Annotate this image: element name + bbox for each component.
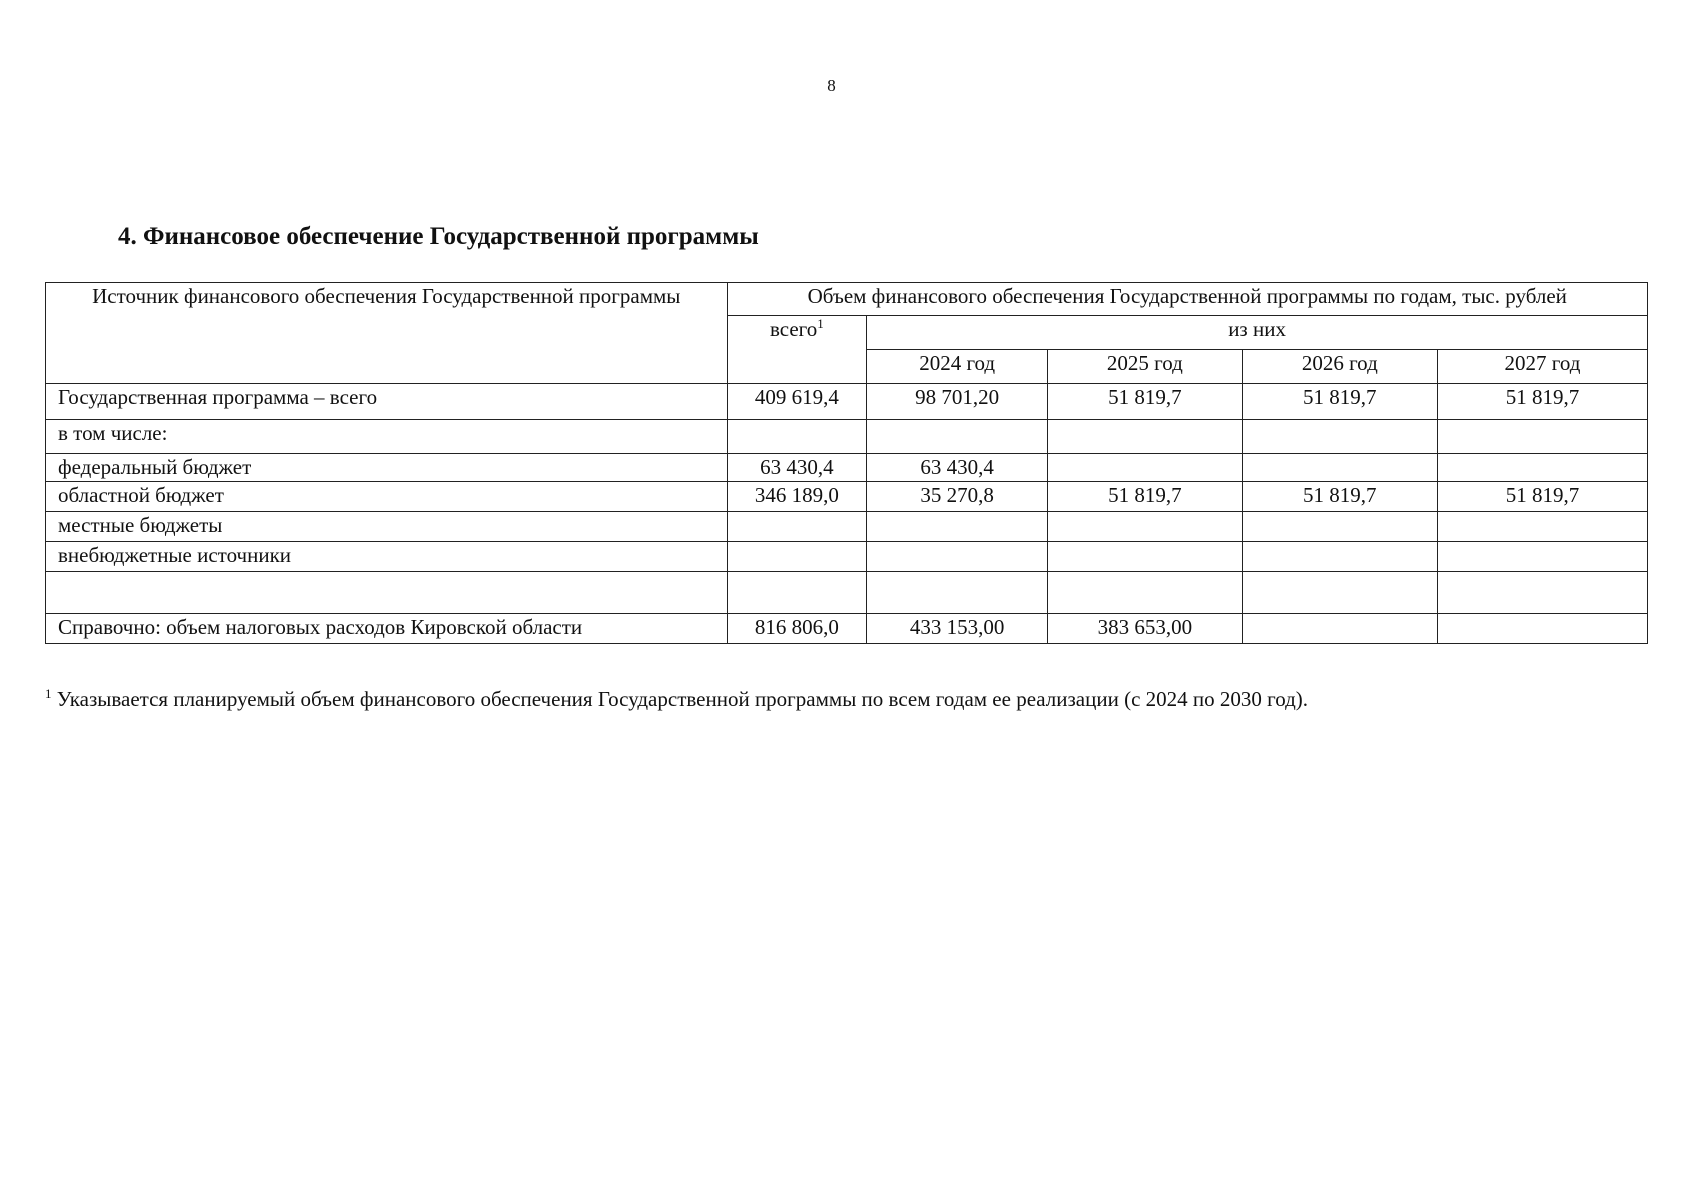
table-row bbox=[46, 420, 1648, 454]
cell-2024 bbox=[867, 420, 1048, 454]
cell-total bbox=[727, 572, 867, 614]
cell-2024 bbox=[867, 542, 1048, 572]
cell-2024 bbox=[867, 512, 1048, 542]
cell-2025 bbox=[1048, 512, 1242, 542]
cell-2027 bbox=[1438, 420, 1648, 454]
row-label: областной бюджет bbox=[46, 482, 728, 512]
header-year-2027: 2027 год bbox=[1438, 350, 1648, 384]
cell-2027 bbox=[1438, 572, 1648, 614]
cell-2024 bbox=[867, 572, 1048, 614]
table-row bbox=[46, 542, 1648, 572]
cell-2025: 51 819,7 bbox=[1048, 384, 1242, 420]
table-row bbox=[46, 614, 1648, 644]
cell-2025 bbox=[1048, 420, 1242, 454]
row-label: внебюджетные источники bbox=[46, 542, 728, 572]
footnote bbox=[45, 686, 1645, 712]
header-total-footnote-mark: 1 bbox=[817, 316, 824, 331]
cell-2025 bbox=[1048, 542, 1242, 572]
header-of-which: из них bbox=[867, 316, 1648, 350]
section-title: 4. Финансовое обеспечение Государственной программы bbox=[118, 223, 759, 250]
cell-total: 816 806,0 bbox=[727, 614, 867, 644]
cell-total: 346 189,0 bbox=[727, 482, 867, 512]
table-row bbox=[46, 384, 1648, 420]
cell-2025: 383 653,00 bbox=[1048, 614, 1242, 644]
row-label: федеральный бюджет bbox=[46, 454, 728, 482]
cell-2025 bbox=[1048, 454, 1242, 482]
header-total bbox=[727, 316, 867, 384]
cell-2025 bbox=[1048, 572, 1242, 614]
cell-2027 bbox=[1438, 542, 1648, 572]
cell-2027: 51 819,7 bbox=[1438, 482, 1648, 512]
footnote-text: Указывается планируемый объем финансового обеспечения Государственной программы по всем годам ее реализации (с 2024 по 2030 год). bbox=[51, 687, 1309, 711]
cell-2026 bbox=[1242, 572, 1437, 614]
cell-2026 bbox=[1242, 542, 1437, 572]
row-label: местные бюджеты bbox=[46, 512, 728, 542]
row-label: Государственная программа – всего bbox=[46, 384, 728, 420]
header-volume: Объем финансового обеспечения Государственной программы по годам, тыс. рублей bbox=[727, 283, 1647, 316]
cell-total: 409 619,4 bbox=[727, 384, 867, 420]
cell-2024: 98 701,20 bbox=[867, 384, 1048, 420]
cell-total bbox=[727, 542, 867, 572]
cell-2027 bbox=[1438, 454, 1648, 482]
cell-2027 bbox=[1438, 512, 1648, 542]
cell-2026: 51 819,7 bbox=[1242, 384, 1437, 420]
table-row bbox=[46, 512, 1648, 542]
table-row bbox=[46, 454, 1648, 482]
header-year-2026: 2026 год bbox=[1242, 350, 1437, 384]
cell-2024: 35 270,8 bbox=[867, 482, 1048, 512]
table-row bbox=[46, 482, 1648, 512]
header-total-label: всего bbox=[769, 317, 818, 341]
cell-total bbox=[727, 512, 867, 542]
cell-2027 bbox=[1438, 614, 1648, 644]
cell-2026 bbox=[1242, 420, 1437, 454]
row-label: Справочно: объем налоговых расходов Кировской области bbox=[46, 614, 728, 644]
cell-2026 bbox=[1242, 454, 1437, 482]
cell-2026 bbox=[1242, 512, 1437, 542]
cell-2024: 433 153,00 bbox=[867, 614, 1048, 644]
header-row-group bbox=[46, 283, 1648, 316]
cell-2026: 51 819,7 bbox=[1242, 482, 1437, 512]
cell-2024: 63 430,4 bbox=[867, 454, 1048, 482]
header-year-2024: 2024 год bbox=[867, 350, 1048, 384]
cell-total: 63 430,4 bbox=[727, 454, 867, 482]
cell-total bbox=[727, 420, 867, 454]
header-year-2025: 2025 год bbox=[1048, 350, 1242, 384]
finance-table bbox=[45, 282, 1648, 644]
table-row bbox=[46, 572, 1648, 614]
cell-2027: 51 819,7 bbox=[1438, 384, 1648, 420]
row-label bbox=[46, 572, 728, 614]
cell-2025: 51 819,7 bbox=[1048, 482, 1242, 512]
header-source: Источник финансового обеспечения Государственной программы bbox=[46, 283, 728, 384]
row-label: в том числе: bbox=[46, 420, 728, 454]
page-number: 8 bbox=[827, 76, 836, 95]
footnote-mark: 1 bbox=[45, 686, 52, 701]
cell-2026 bbox=[1242, 614, 1437, 644]
